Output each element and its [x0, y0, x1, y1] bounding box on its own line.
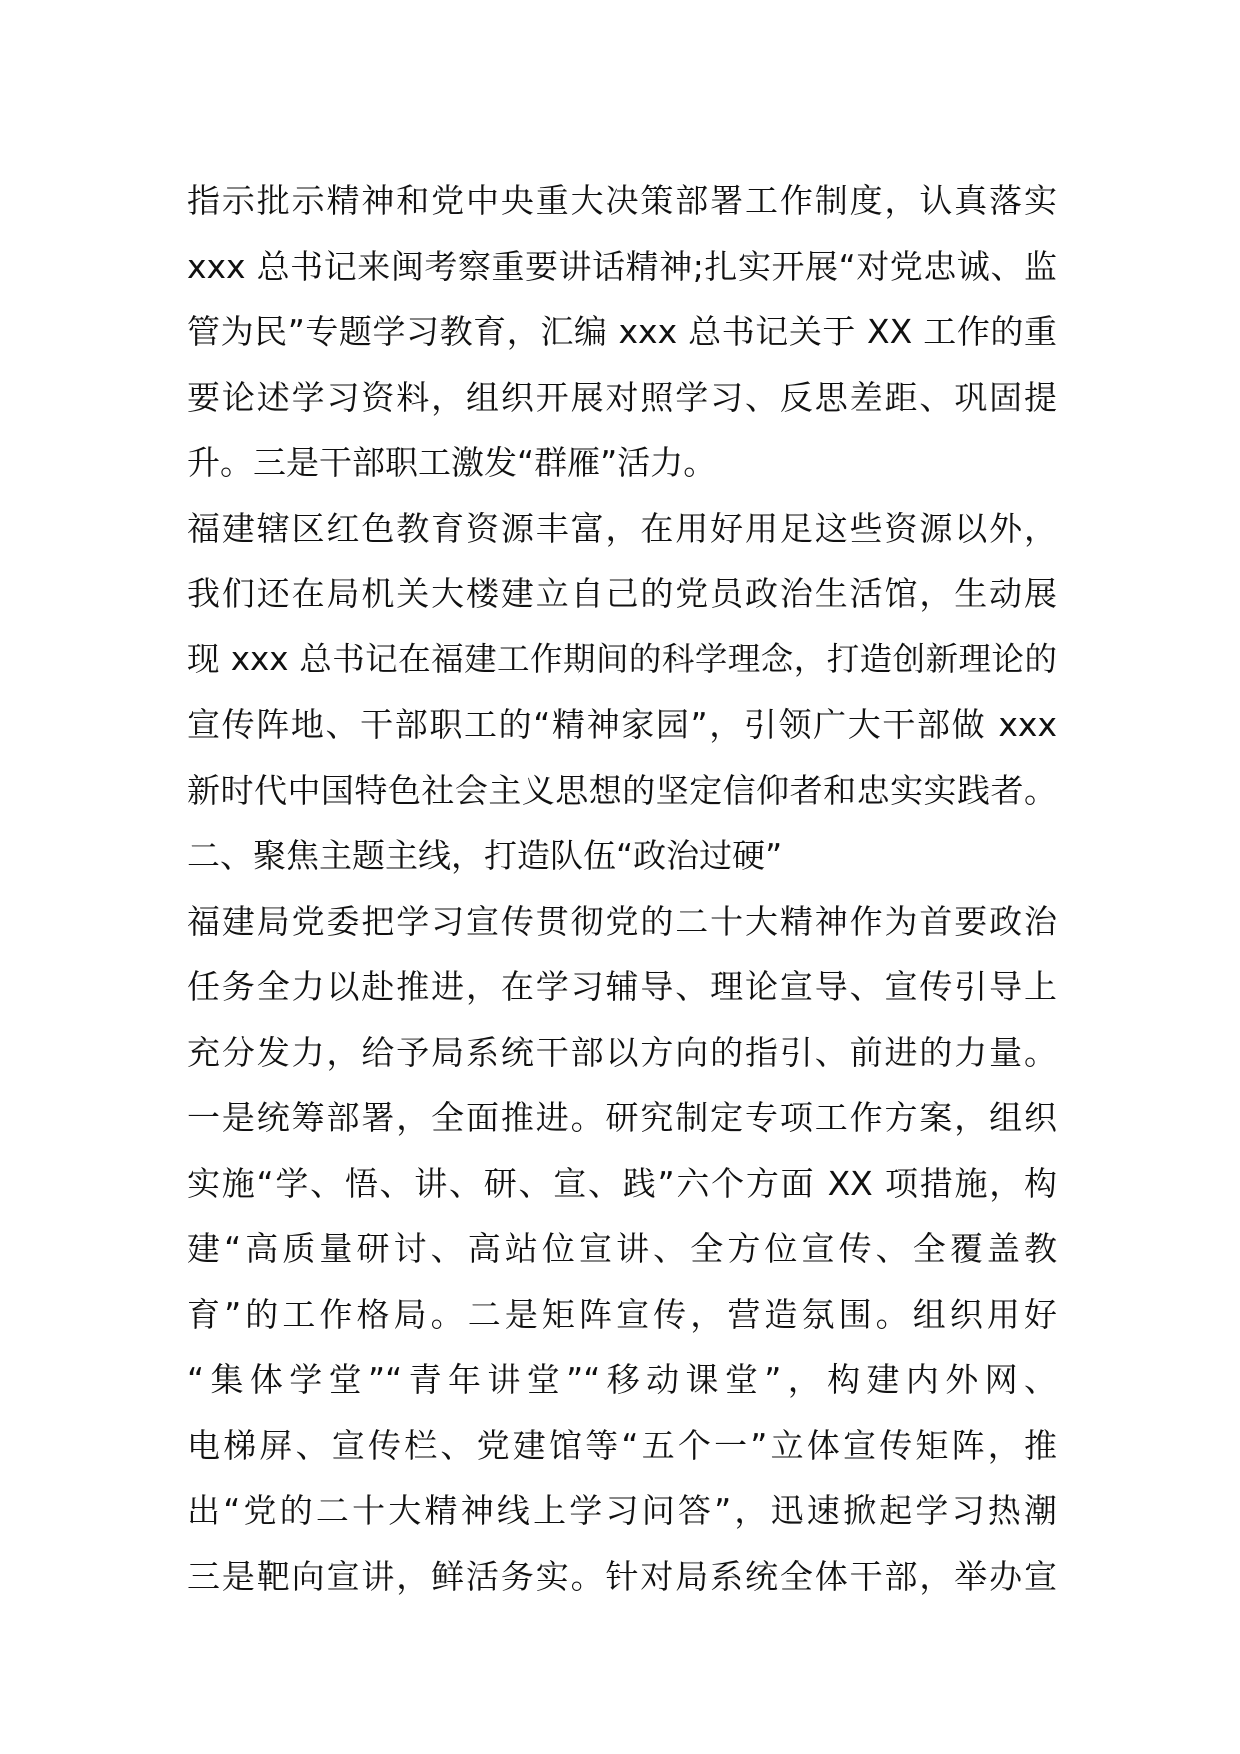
document-body	[187, 168, 1057, 1609]
text-line: 要论述学习资料，组织开展对照学习、反思差距、巩固提	[187, 377, 1057, 417]
text-line: 指示批示精神和党中央重大决策部署工作制度，认真落实	[187, 181, 1057, 220]
text-line: 电梯屏、宣传栏、党建馆等“五个一”立体宣传矩阵，推	[187, 1425, 1057, 1465]
text-line: 一是统筹部署，全面推进。研究制定专项工作方案，组织	[187, 1098, 1057, 1137]
text-line: xxx 总书记来闽考察重要讲话精神;扎实开展“对党忠诚、监	[187, 246, 1057, 286]
section-heading: 二、聚焦主题主线，打造队伍“政治过硬”	[187, 836, 783, 875]
text-line: “集体学堂”“青年讲堂”“移动课堂”，构建内外网、	[187, 1360, 1057, 1399]
text-line: 育”的工作格局。二是矩阵宣传，营造氛围。组织用好	[187, 1294, 1057, 1334]
text-line: 管为民”专题学习教育，汇编 xxx 总书记关于 XX 工作的重	[187, 312, 1057, 351]
text-line: 我们还在局机关大楼建立自己的党员政治生活馆，生动展	[187, 574, 1057, 613]
text-line: 任务全力以赴推进，在学习辅导、理论宣导、宣传引导上	[187, 967, 1057, 1006]
text-line: 福建局党委把学习宣传贯彻党的二十大精神作为首要政治	[187, 901, 1057, 941]
text-line: 充分发力，给予局系统干部以方向的指引、前进的力量。	[187, 1032, 1057, 1072]
text-line: 出“党的二十大精神线上学习问答”，迅速掀起学习热潮	[187, 1491, 1057, 1530]
text-line: 升。三是干部职工激发“群雁”活力。	[187, 443, 717, 482]
text-line: 实施“学、悟、讲、研、宣、践”六个方面 XX 项措施，构	[187, 1163, 1057, 1203]
text-line: 新时代中国特色社会主义思想的坚定信仰者和忠实实践者。	[187, 770, 1057, 810]
text-line: 福建辖区红色教育资源丰富，在用好用足这些资源以外，	[187, 508, 1057, 548]
text-line: 三是靶向宣讲，鲜活务实。针对局系统全体干部，举办宣	[187, 1556, 1057, 1596]
text-line: 现 xxx 总书记在福建工作期间的科学理念，打造创新理论的	[187, 639, 1057, 678]
text-line: 建“高质量研讨、高站位宣讲、全方位宣传、全覆盖教	[187, 1229, 1057, 1268]
text-line: 宣传阵地、干部职工的“精神家园”，引领广大干部做 xxx	[187, 705, 1057, 744]
